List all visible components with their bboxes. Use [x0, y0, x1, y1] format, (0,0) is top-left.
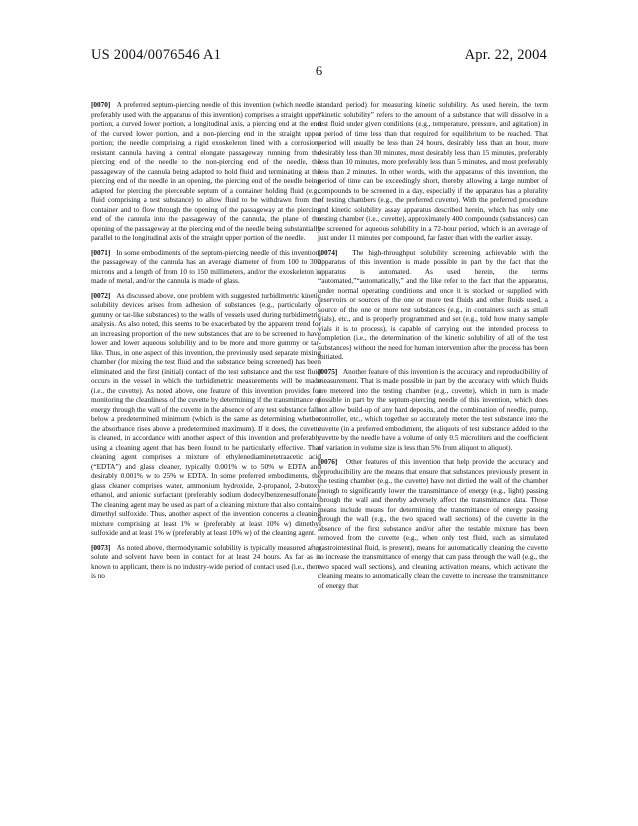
paragraph-0073-continued: [318, 101, 548, 244]
paragraph-text: The high-throughput solubility screening achievable with the apparatus of this invention is made possible in part by the fact that the apparatus is automated. As used herein, the terms “automated,”“automatically,” and the like refer to the fact that the apparatus, under normal operating conditions and once it is stocked or supplied with reservoirs or sources of the one or more test fluids and other fluids used, a source of the one or more test substances (e.g., in containers such as small vials), etc., and is properly programmed and set (e.g., told how many sample vials it is to process), is capable of carrying out the intended process to completion (i.e., the determination of the kinetic solubility of all of the test substances) without the need for human intervention after the process has been initiated.: [318, 248, 548, 361]
paragraph-number: [0071]: [91, 248, 111, 257]
left-column: [91, 101, 321, 587]
paragraph-text: As noted above, thermodynamic solubility is typically measured after solute and solvent have been in contact for at least 24 hours. As far as is known to applicant, there is no industry-wide period of contact used (i.e., there is no: [91, 543, 321, 580]
page-number: 6: [315, 64, 323, 78]
paragraph-0074: [318, 249, 548, 363]
paragraph-0075: [318, 368, 548, 454]
paragraph-number: [0076]: [318, 458, 338, 466]
paragraph-number: [0070]: [91, 101, 111, 109]
paragraph-text: Another feature of this invention is the accuracy and reproducibility of measurement. That is made possible in part by the accuracy with which fluids are metered into the testing chamber (e.g., cuvette), which in turn is made possible in part by the septum-piercing needle of this invention, which does not allow build-up of any hard deposits, and the combination of needle, pump, controller, etc., which together so accurately meter the test substance into the cuvette (in a preferred embodiment, the aliquots of test substance added to the cuvette by the needle have a volume of only 0.5 microliters and the coefficient of variation in volume size is less than 5% from aliquot to aliquot).: [318, 367, 548, 452]
paragraph-number: [0072]: [91, 291, 111, 300]
paragraph-number: [0073]: [91, 543, 111, 552]
right-column: [318, 101, 548, 596]
paragraph-text: Other features of this invention that help provide the accuracy and reproducibility are the means that ensure that substances previously present in the testing chamber (e.g., the cuvette) have not dirtied the wall of the chamber enough to significantly lower the transmittance of energy (e.g., light) passing through the wall and thereby adversely affect the transmittance data. Those means include means for determining the transmittance of energy passing through the wall (e.g., the two spaced wall sections) of the cuvette in the absence of the first substance and/or after the testable mixture has been removed from the cuvette (e.g., when only test fluid, such as simulated gastrointestinal fluid, is present), means for automatically cleaning the cuvette to increase the transmittance of energy that can pass through the wall (e.g., the two spaced wall sections), and cleaning activation means, which activate the cleaning means to automatically clean the cuvette to increase the transmittance of energy that: [318, 458, 549, 590]
paragraph-text: A preferred septum-piercing needle of this invention (which needle is preferably used with the apparatus of this invention) comprises a straight upper portion, a curved lower portion, a longitudinal axis, a piercing end at the end of the curved lower portion, and a non-piercing end in the straight upper portion; the needle comprising a rigid exoskeleton lined with a corrosion-resistant cannula having a central elongate passageway running from the piercing end of the needle to the non-piercing end of the needle, the passageway of the cannula being adapted to hold fluid and terminating at the piercing end of the needle in an opening, the piercing end of the needle being adapted for piercing the pierceable septum of a container holding fluid (e.g., fluid comprising a test substance) to allow fluid to be withdrawn from the container and to flow through the opening of the passageway at the piercing end of the cannula into the passageway of the cannula, the plane of the opening of the passageway at the piercing end of the needle being substantially parallel to the longitudinal axis of the straight upper portion of the needle.: [91, 101, 321, 242]
paragraph-text: As discussed above, one problem with suggested turbidimetric kinetic solubility devices arises from adhesion of substances (e.g., particularly of gummy or tar-like substances) to the walls of vessels used during turbidimetric analysis. As also noted, this seems to be exacerbated by the apparent trend for an increasing proportion of the new substances that are to be screened to have lower and lower aqueous solubility and to be more and more gummy or tar-like. Thus, in one aspect of this invention, the previously used separate mixing chamber (for mixing the test fluid and the substance being screened) has been eliminated and the first (initial) contact of the test substance and the test fluid occurs in the vessel in which the turbidimetric measurements will be made (i.e., the cuvette). As noted above, one feature of this invention provides for monitoring the cleanliness of the cuvette by determining if the transmittance of energy through the wall of the cuvette in the absence of any test substance falls below a predetermined minimum (which is the same as determining whether the absorbance rises above a predetermined maximum). If it does, the cuvette is cleaned, in accordance with another aspect of this invention and preferably using a cleaning agent that has been found to be particularly effective. That cleaning agent comprises a mixture of ethylenediaminetetraacetic acid (“EDTA”) and glass cleaner, typically 0.001% w to 50% w EDTA and desirably 0.001% w to 25% w EDTA. In some preferred embodiments, the glass cleaner comprises water, ammonium hydroxide, 2-propanol, 2-butoxy ethanol, and anionic surfactant (preferably sodium dodecylbenzenesulfonate). The cleaning agent may be used as part of a cleaning mixture that also contains dimethyl sulfoxide. Thus, another aspect of the invention concerns a cleaning mixture comprising at least 1% w (preferably at least 10% w) dimethyl sulfoxide and at least 1% w (preferably at least 10% w) of the cleaning agent.: [91, 291, 321, 537]
paragraph-text: standard period) for measuring kinetic solubility. As used herein, the term “kinetic solubility” refers to the amount of a substance that will dissolve in a test fluid under given conditions (e.g., temperature, pressure, and agitation) in a period of time less than that required for equilibrium to be reached. That period will usually be less than 24 hours, desirably less than an hour, more desirably less than 30 minutes, most desirably less than 15 minutes, preferably less than 10 minutes, more preferably less than 5 minutes, and most preferably less than 2 minutes. In other words, with the apparatus of this invention, the period of time can be exceedingly short, thereby allowing a large number of compounds to be screened in a day, especially if the apparatus has a plurality of testing chambers (e.g., the preferred cuvette). With the preferred procedure and kinetic solubility assay apparatus described herein, which has only one testing chamber (i.e., cuvette), approximately 400 compounds (substances) can be screened for aqueous solubility in a 72-hour period, which is an average of just under 11 minutes per compound, far faster than with the earlier assay.: [318, 101, 548, 242]
paragraph-0071: [91, 249, 321, 287]
paragraph-0073: [91, 544, 321, 582]
paragraph-number: [0074]: [318, 248, 338, 257]
paragraph-number: [0075]: [318, 367, 338, 376]
publication-date: Apr. 22, 2004: [464, 47, 547, 63]
publication-number: US 2004/0076546 A1: [91, 47, 222, 63]
paragraph-0072: [91, 292, 321, 539]
paragraph-text: In some embodiments of the septum-piercing needle of this invention, the passageway of the cannula has an average diameter of from 100 to 300 microns and a length of from 10 to 150 millimeters, and/or the exoskeleton is made of metal, and/or the cannula is made of glass.: [91, 248, 322, 285]
paragraph-0076: [318, 458, 548, 591]
paragraph-0070: [91, 101, 321, 244]
